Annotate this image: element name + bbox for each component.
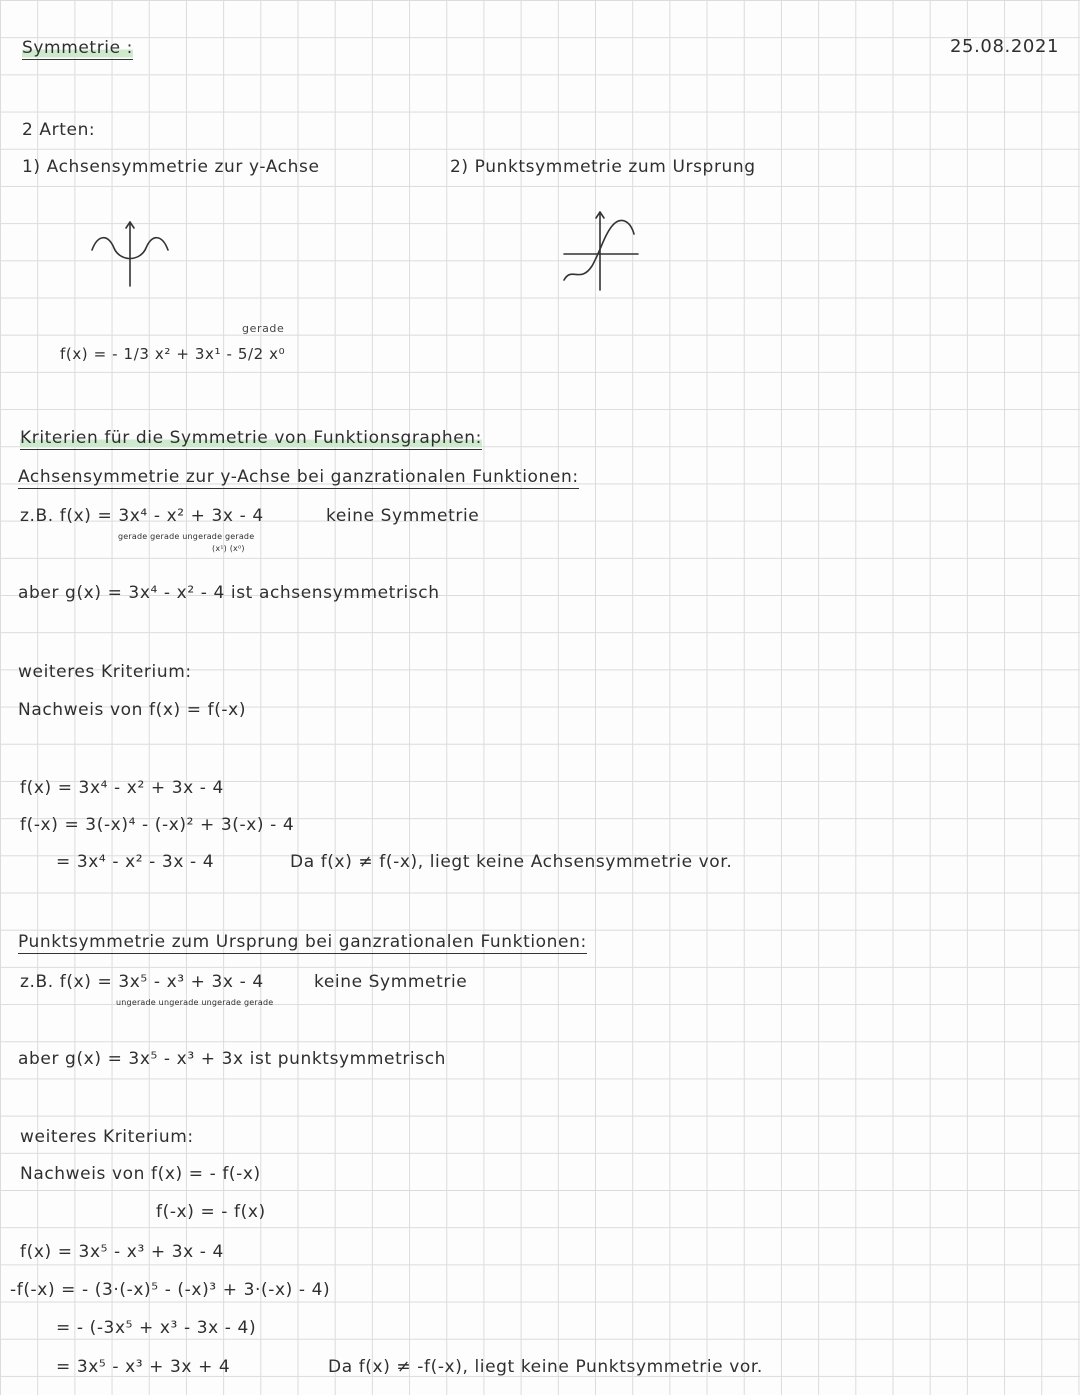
achsen-example: z.B. f(x) = 3x⁴ - x² + 3x - 4 <box>20 506 264 526</box>
date: 25.08.2021 <box>950 36 1060 57</box>
punkt-conclusion: Da f(x) ≠ -f(-x), liegt keine Punktsymmetrie vor. <box>328 1357 763 1377</box>
punkt-annotations: ungerade ungerade ungerade gerade <box>116 998 274 1007</box>
punkt-line-4: = 3x⁵ - x³ + 3x + 4 <box>56 1357 231 1377</box>
axis-symmetry-sketch-icon <box>88 218 178 288</box>
achsen-heading: Achsensymmetrie zur y-Achse bei ganzrationalen Funktionen: <box>18 467 579 487</box>
punkt-line-2: -f(-x) = - (3·(-x)⁵ - (-x)³ + 3·(-x) - 4) <box>10 1280 331 1300</box>
punkt-example: z.B. f(x) = 3x⁵ - x³ + 3x - 4 <box>20 972 264 992</box>
page-title: Symmetrie : <box>22 38 133 58</box>
punkt-nachweis: Nachweis von f(x) = - f(-x) <box>20 1164 261 1184</box>
achsen-annotations-sub: (x¹) (x⁰) <box>212 544 245 553</box>
achsen-conclusion: Da f(x) ≠ f(-x), liegt keine Achsensymmetrie vor. <box>290 852 733 872</box>
achsen-line-1: f(x) = 3x⁴ - x² + 3x - 4 <box>20 778 224 798</box>
art-2-label: 2) Punktsymmetrie zum Ursprung <box>450 157 756 177</box>
punkt-aber: aber g(x) = 3x⁵ - x³ + 3x ist punktsymmetrisch <box>18 1049 447 1069</box>
achsen-weiteres: weiteres Kriterium: <box>18 662 192 682</box>
punkt-heading: Punktsymmetrie zum Ursprung bei ganzrationalen Funktionen: <box>18 932 587 952</box>
achsen-aber: aber g(x) = 3x⁴ - x² - 4 ist achsensymmetrisch <box>18 583 440 603</box>
arten-heading: 2 Arten: <box>22 120 96 140</box>
achsen-nachweis: Nachweis von f(x) = f(-x) <box>18 700 247 720</box>
punkt-nachweis-2: f(-x) = - f(x) <box>156 1202 266 1222</box>
achsen-annotations: gerade gerade ungerade gerade <box>118 532 255 541</box>
achsen-line-2: f(-x) = 3(-x)⁴ - (-x)² + 3(-x) - 4 <box>20 815 295 835</box>
punkt-weiteres: weiteres Kriterium: <box>20 1127 194 1147</box>
achsen-keine: keine Symmetrie <box>326 506 480 526</box>
punkt-line-3: = - (-3x⁵ + x³ - 3x - 4) <box>56 1318 257 1338</box>
punkt-line-1: f(x) = 3x⁵ - x³ + 3x - 4 <box>20 1242 224 1262</box>
example-function: f(x) = - 1/3 x² + 3x¹ - 5/2 x⁰ <box>60 345 286 363</box>
kriterien-heading: Kriterien für die Symmetrie von Funktionsgraphen: <box>20 428 482 448</box>
achsen-line-3: = 3x⁴ - x² - 3x - 4 <box>56 852 215 872</box>
example-gerade-note: gerade <box>242 322 285 335</box>
point-symmetry-sketch-icon <box>558 206 648 296</box>
art-1-label: 1) Achsensymmetrie zur y-Achse <box>22 157 320 177</box>
punkt-keine: keine Symmetrie <box>314 972 468 992</box>
